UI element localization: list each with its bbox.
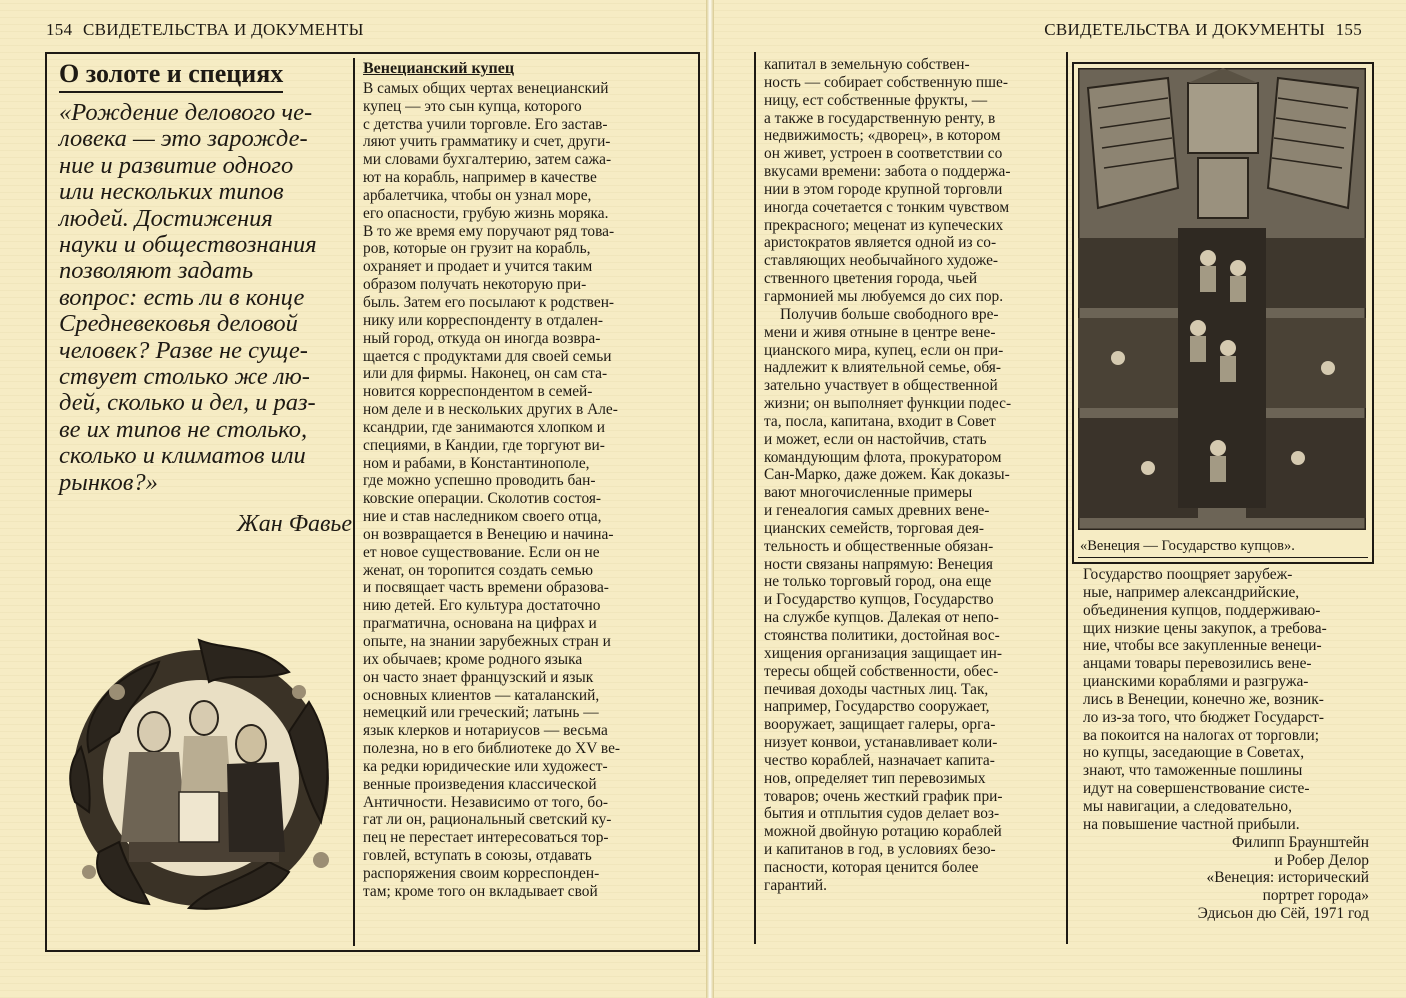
article-line: ние и став наследником своего отца,: [363, 508, 602, 526]
source-line: портрет города»: [1262, 887, 1369, 905]
quote-author: Жан Фавье: [236, 511, 352, 537]
article-line: можной двойную ротацию кораблей: [764, 823, 1002, 841]
article-line: и капитанов в год, в условиях безо-: [764, 841, 996, 859]
article-line: он часто знает французский и язык: [363, 668, 594, 686]
article-line: и может, если он настойчив, стать: [764, 430, 987, 448]
article-line: знают, что таможенные пошлины: [1083, 762, 1303, 780]
article-line: их обычаев; кроме родного языка: [363, 650, 583, 668]
article-line: новится корреспондентом в семей-: [363, 383, 593, 401]
quote-line: ловека — это зарожде-: [59, 125, 308, 153]
left-frame: [45, 52, 700, 952]
article-line: гат ли он, рациональный светский ку-: [363, 811, 612, 829]
article-line: цианскими кораблями и разгружа-: [1083, 673, 1309, 691]
article-line: вкусами времени: забота о поддержа-: [764, 163, 1011, 181]
article-column-left: [363, 60, 663, 901]
article-line: командующим флота, прокуратором: [764, 448, 1002, 466]
right-frame: [754, 52, 1378, 948]
article-line: ми словами бухгалтерию, затем сажа-: [363, 151, 612, 169]
quote-line: Средневековья деловой: [59, 310, 298, 338]
article-line: например, Государство сооружает,: [764, 698, 990, 716]
article-line: капитал в земельную собствен-: [764, 56, 970, 73]
article-line: чество кораблей, назначает капита-: [764, 751, 995, 769]
article-line: ный город, откуда он иногда возвра-: [363, 329, 601, 347]
article-line: недвижимость; «дворец», в котором: [764, 127, 1001, 145]
article-line: венные произведения классической: [363, 775, 597, 793]
article-line: печивая доходы частных лиц. Так,: [764, 680, 989, 698]
article-line: лись в Венеции, конечно же, возник-: [1083, 690, 1324, 708]
quote-line: или нескольких типов: [59, 178, 284, 206]
source-line: Эдисьон дю Сёй, 1971 год: [1197, 905, 1369, 923]
article-line: ном и рабами, в Константинополе,: [363, 454, 590, 472]
article-line: на повышение частной прибыли.: [1083, 815, 1300, 833]
page-number-left: 154: [46, 20, 73, 39]
article-line: ксандрии, где занимаются хлопком и: [363, 418, 605, 436]
quote-line: вопрос: есть ли в конце: [59, 283, 305, 311]
article-line: нии в этом городе крупной торговли: [764, 180, 1003, 198]
article-line: ние, чтобы все закупленные венеци-: [1083, 637, 1322, 655]
article-line: ют на корабль, например в качестве: [363, 169, 597, 187]
article-line: ность — собирает собственную пше-: [764, 73, 1008, 91]
article-line: немецкий или греческий; латынь —: [363, 704, 599, 722]
article-line: но купцы, заседающие в Советах,: [1083, 744, 1305, 762]
article-line: он живет, устроен в соответствии со: [764, 145, 1003, 163]
article-line: и Государство купцов, Государство: [764, 591, 994, 609]
article-title: Венецианский купец: [363, 60, 515, 77]
article-line: аристократов является одной из со-: [764, 234, 997, 252]
quote-line: сколько и климатов или: [59, 442, 306, 470]
right-inner-divider: [1066, 52, 1068, 944]
right-column-divider: [754, 52, 756, 944]
article-line: и генеалогия самых древних вене-: [764, 502, 990, 520]
left-column-divider: [353, 58, 355, 946]
figure-venice: [1072, 62, 1374, 564]
caption-rule: [1078, 557, 1368, 558]
article-line: Получив больше свободного вре-: [780, 305, 999, 323]
article-line: нов, определяет тип перевозимых: [764, 769, 986, 787]
article-line: Сан-Марко, даже дожем. Как доказы-: [764, 466, 1010, 484]
quote-line: дей, сколько и дел, и раз-: [59, 389, 316, 417]
article-line: гарантий.: [764, 876, 827, 894]
article-line: анцами товары перевозились вене-: [1083, 655, 1312, 673]
article-line: арбалетчика, чтобы он узнал море,: [363, 186, 592, 204]
article-line: товаров; очень жесткий график при-: [764, 787, 1003, 805]
source-line: Филипп Браунштейн: [1231, 833, 1369, 851]
article-line: стоянства политики, достойная вос-: [764, 627, 1000, 644]
right-running-head: [1044, 20, 1368, 40]
article-line: ляют учить грамматику и счет, други-: [363, 133, 611, 151]
article-column-middle: [764, 56, 1060, 895]
quote-block: [59, 100, 341, 496]
article-line: его опасности, грубую жизнь моряка.: [363, 204, 609, 222]
article-line: бытия и отплытия судов делает воз-: [764, 805, 1000, 823]
article-line: ницу, ест собственные фрукты, —: [764, 91, 988, 109]
article-line: пасности, которая ценится более: [764, 858, 979, 876]
right-page: [714, 0, 1406, 998]
article-line: тельность и общественные обязан-: [764, 537, 994, 555]
article-line: зательно участвует в общественной: [764, 377, 998, 395]
article-line: женат, он торопится создать семью: [363, 561, 594, 579]
article-line: а также в государственную ренту, в: [764, 109, 996, 127]
quote-line: ние и развитие одного: [59, 151, 294, 179]
figure-caption: «Венеция — Государство купцов».: [1080, 538, 1295, 554]
article-line: ров, которые он грузит на корабль,: [363, 240, 591, 258]
article-line: ва покоится на налогах от торговли;: [1083, 726, 1320, 744]
article-line: ло из-за того, что бюджет Государст-: [1083, 708, 1324, 726]
article-line: цианских семейств, торговая дея-: [764, 519, 985, 537]
article-line: опыте, на знании зарубежных стран и: [363, 633, 611, 650]
article-line: щается с продуктами для своей семьи: [363, 347, 612, 365]
article-line: низует конвои, устанавливает коли-: [764, 734, 998, 752]
article-line: прекрасного; меценат из купеческих: [764, 216, 1004, 234]
article-line: жизни; он выполняет функции подес-: [764, 395, 1012, 413]
article-line: ные, например александрийские,: [1083, 583, 1300, 601]
article-line: щих низкие цены закупок, а требова-: [1083, 619, 1327, 637]
source-line: и Робер Делор: [1274, 851, 1369, 869]
article-line: мени и живя отныне в центре вене-: [764, 323, 996, 341]
article-line: ности связаны напрямую: Венеция: [764, 555, 993, 573]
running-head-text-left: СВИДЕТЕЛЬСТВА И ДОКУМЕНТЫ: [82, 20, 364, 39]
article-line: ковские операции. Сколотив состоя-: [363, 490, 602, 508]
article-line: вооружает, защищает галеры, орга-: [764, 716, 996, 734]
source-line: «Венеция: исторический: [1206, 869, 1369, 887]
article-line: нию детей. Его культура достаточно: [363, 597, 601, 615]
article-line: тересы общей собственности, обес-: [764, 662, 999, 680]
venice-market-image: [1078, 68, 1366, 530]
article-line: он возвращается в Венецию и начина-: [363, 525, 614, 543]
article-line: полезна, но в его библиотеке до XV ве-: [363, 740, 621, 758]
article-line: гармонией мы любуемся до сих пор.: [764, 287, 1004, 305]
article-line: Античности. Независимо от того, бо-: [363, 793, 609, 811]
article-column-right: [1081, 566, 1369, 923]
article-line: ном деле и в нескольких других в Але-: [363, 401, 618, 419]
article-line: язык клерков и нотариусов — весьма: [363, 722, 608, 740]
article-line: образом получать некоторую при-: [363, 276, 587, 294]
article-line: мы навигации, а следовательно,: [1083, 797, 1292, 815]
article-line: говлей, вступать в союзы, отдавать: [363, 847, 592, 865]
article-line: Государство поощряет зарубеж-: [1083, 566, 1293, 583]
article-line: купец — это сын купца, которого: [363, 97, 582, 115]
left-running-head: [46, 20, 364, 40]
article-line: В то же время ему поручают ряд това-: [363, 222, 615, 240]
article-line: ственного цветения города, чьей: [764, 270, 978, 288]
illuminated-initial-image: [59, 632, 343, 916]
article-line: хищения организация защищает ин-: [764, 644, 1003, 662]
article-line: и посвящает часть времени образова-: [363, 579, 609, 597]
article-line: идут на совершенствование систе-: [1083, 780, 1310, 798]
article-line: надлежит к влиятельной семье, обя-: [764, 359, 1001, 377]
article-line: распоряжения своим корреспонден-: [363, 864, 600, 882]
article-line: вают многочисленные примеры: [764, 484, 973, 502]
article-line: или для фирмы. Наконец, он сам ста-: [363, 365, 608, 383]
article-line: специями, в Кандии, где торгуют ви-: [363, 436, 605, 454]
quote-line: человек? Разве не суще-: [59, 336, 308, 364]
article-line: не только торговый город, она еще: [764, 573, 992, 591]
article-line: с детства учили торговле. Его застав-: [363, 115, 608, 133]
quote-line: позволяют задать: [59, 257, 254, 285]
quote-line: «Рождение делового че-: [59, 99, 313, 126]
article-line: там; кроме того он вкладывает свой: [363, 882, 598, 900]
article-line: где можно успешно проводить бан-: [363, 472, 596, 490]
article-line: на службе купцов. Далекая от непо-: [764, 609, 999, 627]
quote-line: науки и обществознания: [59, 231, 317, 259]
article-line: ет новое существование. Если он не: [363, 543, 600, 561]
book-gutter: [706, 0, 714, 998]
article-line: цианского мира, купец, если он при-: [764, 341, 1004, 359]
sidebar-title: О золоте и специях: [59, 59, 283, 93]
article-line: ставляющих необычайного художе-: [764, 252, 999, 270]
article-line: ка редки юридические или художест-: [363, 757, 608, 775]
article-line: та, посла, капитана, входит в Совет: [764, 412, 996, 430]
article-line: охраняет и продает и учится таким: [363, 258, 593, 276]
quote-line: ствует столько же лю-: [59, 363, 310, 391]
quote-line: людей. Достижения: [59, 204, 273, 232]
page-number-right: 155: [1335, 20, 1362, 39]
article-line: основных клиентов — каталанский,: [363, 686, 600, 704]
article-line: прагматична, основана на цифрах и: [363, 615, 597, 633]
running-head-text-right: СВИДЕТЕЛЬСТВА И ДОКУМЕНТЫ: [1044, 20, 1326, 39]
article-line: нику или корреспонденту в отдален-: [363, 311, 604, 329]
article-line: объединения купцов, поддерживаю-: [1083, 601, 1321, 619]
quote-line: рынков?»: [59, 468, 158, 496]
quote-line: ве их типов не столько,: [59, 415, 308, 443]
article-line: иногда сочетается с тонким чувством: [764, 198, 1010, 216]
article-line: В самых общих чертах венецианский: [363, 79, 609, 97]
article-line: быль. Затем его посылают к родствен-: [363, 293, 615, 311]
article-line: пец не перестает интересоваться тор-: [363, 829, 609, 847]
